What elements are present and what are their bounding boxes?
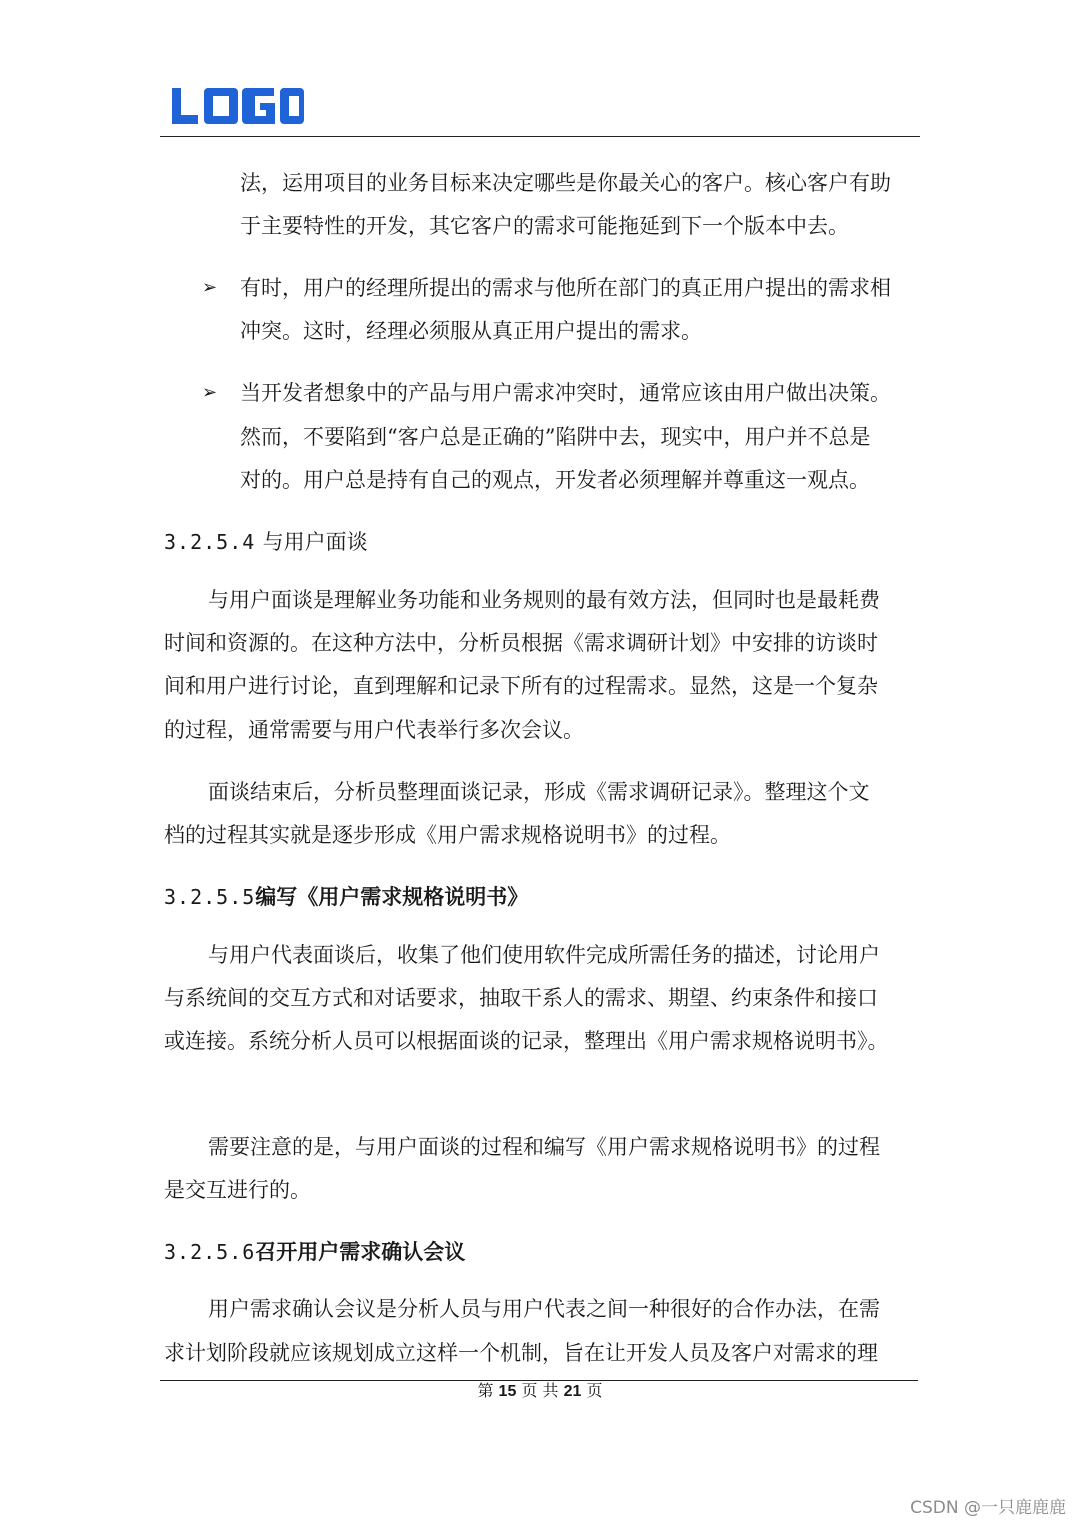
paragraph-line: 是交互进行的。 [164, 1178, 311, 1202]
paragraph-line: 与用户代表面谈后，收集了他们使用软件完成所需任务的描述，讨论用户 [208, 943, 880, 967]
section-number: 3.2.5.5 [164, 885, 256, 909]
header-divider [160, 136, 920, 137]
watermark: CSDN @一只鹿鹿鹿 [910, 1498, 1066, 1518]
paragraph-line: 与用户面谈是理解业务功能和业务规则的最有效方法，但同时也是最耗费 [208, 588, 880, 612]
logo [172, 84, 304, 128]
footer-prefix: 第 [477, 1381, 494, 1400]
section-title: 召开用户需求确认会议 [255, 1239, 466, 1264]
section-number: 3.2.5.4 [164, 530, 256, 554]
footer-suffix: 页 [586, 1381, 603, 1400]
bullet-line: 然而，不要陷到“客户总是正确的”陷阱中去，现实中，用户并不总是 [240, 425, 871, 449]
bullet-line: 当开发者想象中的产品与用户需求冲突时，通常应该由用户做出决策。 [240, 381, 891, 405]
paragraph-line: 面谈结束后，分析员整理面谈记录，形成《需求调研记录》。整理这个文 [208, 780, 870, 804]
paragraph-line: 时间和资源的。在这种方法中，分析员根据《需求调研计划》中安排的访谈时 [164, 631, 878, 655]
arrow-bullet-icon: ➢ [202, 277, 218, 298]
page-number [0, 1379, 1080, 1404]
paragraph-line: 求计划阶段就应该规划成立这样一个机制，旨在让开发人员及客户对需求的理 [164, 1341, 878, 1365]
total-pages: 21 [563, 1383, 582, 1400]
bullet-line: 冲突。这时，经理必须服从真正用户提出的需求。 [240, 319, 702, 343]
paragraph-line: 间和用户进行讨论，直到理解和记录下所有的过程需求。显然，这是一个复杂 [164, 674, 878, 698]
current-page: 15 [498, 1383, 517, 1400]
bullet-line: 于主要特性的开发，其它客户的需求可能拖延到下一个版本中去。 [240, 214, 849, 238]
footer-page-word: 页 [521, 1381, 538, 1400]
arrow-bullet-icon: ➢ [202, 382, 218, 403]
paragraph-line: 的过程，通常需要与用户代表举行多次会议。 [164, 718, 584, 742]
section-title: 编写《用户需求规格说明书》 [255, 884, 529, 909]
section-heading [164, 883, 528, 911]
section-title: 与用户面谈 [262, 530, 368, 554]
paragraph-line: 档的过程其实就是逐步形成《用户需求规格说明书》的过程。 [164, 823, 731, 847]
section-heading [164, 1238, 465, 1266]
section-heading [164, 528, 368, 556]
bullet-line: 有时，用户的经理所提出的需求与他所在部门的真正用户提出的需求相 [240, 276, 891, 300]
paragraph-line: 用户需求确认会议是分析人员与用户代表之间一种很好的合作办法，在需 [208, 1297, 880, 1321]
section-number: 3.2.5.6 [164, 1240, 256, 1264]
paragraph-line: 与系统间的交互方式和对话要求，抽取干系人的需求、期望、约束条件和接口 [164, 986, 878, 1010]
bullet-line: 对的。用户总是持有自己的观点，开发者必须理解并尊重这一观点。 [240, 468, 870, 492]
bullet-line: 法，运用项目的业务目标来决定哪些是你最关心的客户。核心客户有助 [240, 171, 891, 195]
paragraph-line: 或连接。系统分析人员可以根据面谈的记录，整理出《用户需求规格说明书》。 [164, 1029, 889, 1053]
paragraph-line: 需要注意的是，与用户面谈的过程和编写《用户需求规格说明书》的过程 [208, 1135, 880, 1159]
footer-total-word: 共 [542, 1381, 559, 1400]
